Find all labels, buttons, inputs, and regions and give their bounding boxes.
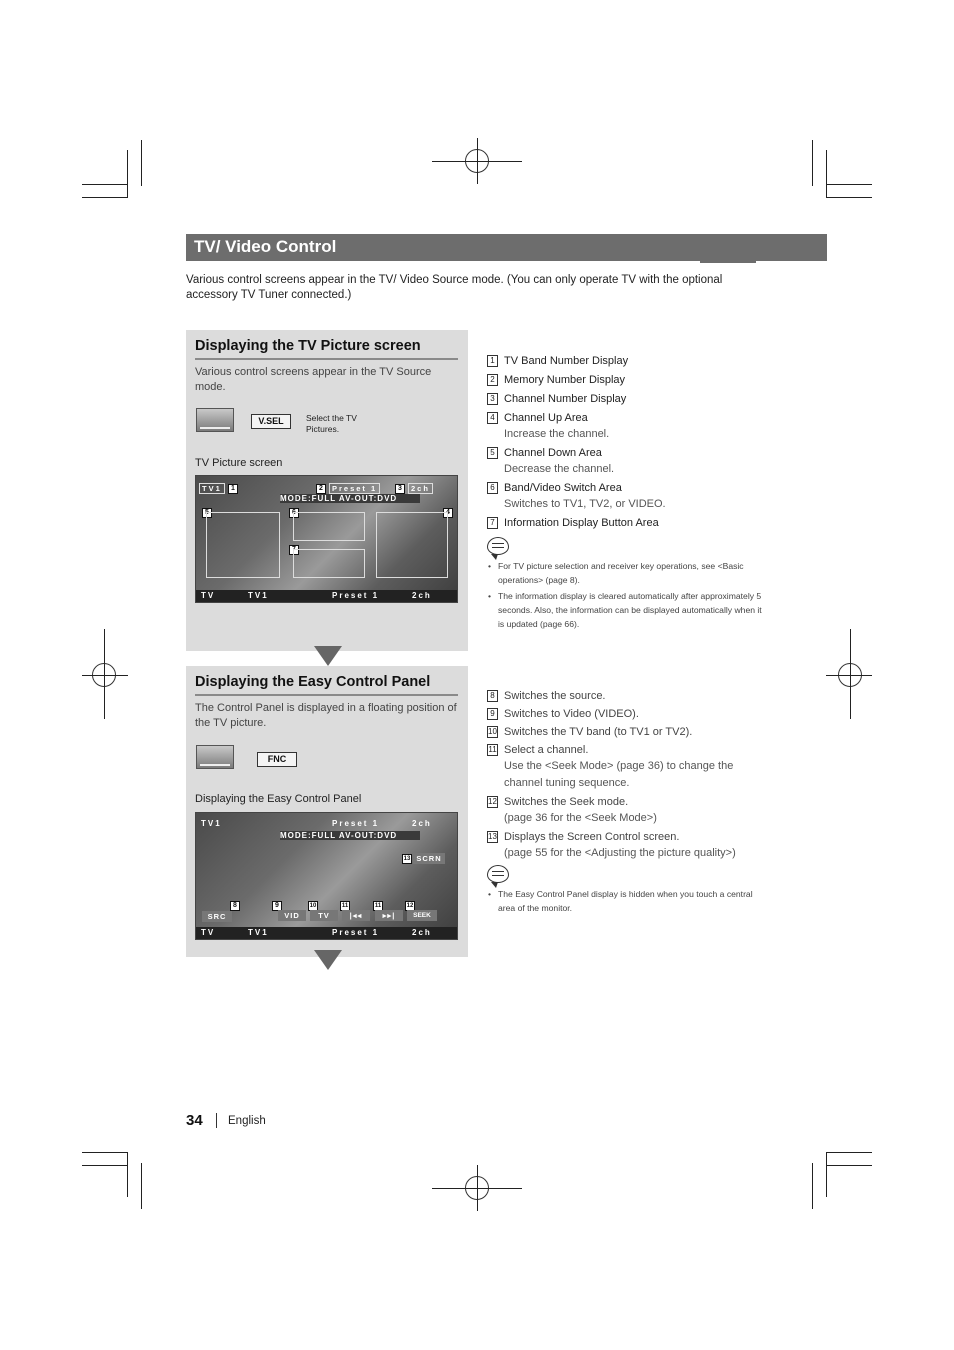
- crop-mark: [477, 1165, 478, 1211]
- item-subtext: Switches to TV1, TV2, or VIDEO.: [504, 498, 666, 510]
- callout-5: 5: [202, 508, 212, 518]
- panel-title: Displaying the Easy Control Panel: [195, 674, 431, 690]
- crop-mark: [141, 140, 142, 186]
- crop-mark: [826, 1152, 872, 1153]
- list-item: [487, 688, 787, 705]
- tv-picture-screen: [195, 475, 458, 603]
- flow-arrow: [314, 646, 342, 666]
- callout-8: 8: [230, 901, 240, 911]
- screen-caption: TV Picture screen: [195, 457, 283, 469]
- panel-description: Various control screens appear in the TV Source mode.: [195, 366, 432, 393]
- list-item: [487, 742, 787, 759]
- crop-mark: [826, 150, 827, 197]
- item-number: 13: [488, 832, 497, 841]
- bottom-band: TV1: [248, 591, 269, 600]
- mode-display: MODE:FULL AV-OUT:DVD: [280, 831, 420, 840]
- crop-mark: [826, 1152, 827, 1197]
- bottom-band: TV1: [248, 928, 269, 937]
- item-subtext: Decrease the channel.: [504, 463, 615, 475]
- item-number: 2: [487, 374, 498, 386]
- panel-description: The Control Panel is displayed in a floating position of the TV picture.: [195, 702, 457, 729]
- item-number: 6: [487, 482, 498, 494]
- callout-12: 12: [406, 903, 414, 909]
- item-subtext: (page 55 for the <Adjusting the picture quality>): [504, 847, 736, 859]
- list-item: [487, 515, 787, 532]
- callout-6: 6: [289, 508, 299, 518]
- button-note: Select the TV Pictures.: [306, 413, 357, 434]
- preset-display: Preset 1: [329, 483, 380, 494]
- crop-mark: [82, 184, 128, 185]
- scrn-button[interactable]: SCRN: [413, 853, 445, 864]
- callout-10: 10: [309, 903, 317, 909]
- source-button-image: [196, 745, 234, 769]
- list-item: [487, 480, 787, 497]
- vid-button[interactable]: VID: [278, 910, 306, 921]
- callout-7: 7: [289, 545, 299, 555]
- header-tab: [700, 261, 756, 263]
- seek-button[interactable]: SEEK: [407, 910, 437, 921]
- page-title: TV/ Video Control: [194, 237, 337, 256]
- item-number: 4: [487, 412, 498, 424]
- intro-text: Various control screens appear in the TV/ Video Source mode. (You can only operate TV with the optional accessory TV Tuner connected.): [186, 274, 723, 301]
- crop-mark: [127, 150, 128, 197]
- src-button[interactable]: SRC: [202, 911, 232, 922]
- tv-band-button[interactable]: TV: [310, 910, 338, 921]
- section-header: [186, 234, 827, 261]
- panel-rule: [195, 358, 458, 360]
- item-text: Band/Video Switch Area: [504, 482, 622, 494]
- list-item: [487, 353, 787, 370]
- source-button-image: [196, 408, 234, 432]
- prev-channel-button[interactable]: |◂◂: [342, 910, 370, 921]
- item-text: Switches to Video (VIDEO).: [504, 708, 639, 720]
- item-text: Information Display Button Area: [504, 517, 659, 529]
- page-number: 34: [186, 1112, 203, 1129]
- top-channel: 2ch: [412, 819, 432, 828]
- item-number: 9: [487, 708, 498, 720]
- crop-mark: [477, 138, 478, 184]
- crop-mark: [812, 140, 813, 186]
- note-item: • The information display is cleared automatically after approximately 5 seconds. Also, the information can be displayed automatically when it is updated (page 66).: [487, 589, 762, 631]
- list-item: [487, 794, 787, 811]
- channel-up-area[interactable]: [376, 512, 448, 578]
- callout-list-1: [487, 353, 787, 532]
- crop-mark: [82, 1165, 128, 1166]
- notes-list-2: [487, 887, 762, 917]
- easy-control-screen: [195, 812, 458, 940]
- crop-mark: [82, 1152, 128, 1153]
- channel-display: 2ch: [408, 483, 433, 494]
- note-icon: [487, 865, 509, 883]
- callout-13: 13: [403, 856, 411, 862]
- callout-list-2: [487, 688, 787, 863]
- crop-mark: [826, 675, 872, 676]
- item-subtext: channel tuning sequence.: [504, 777, 630, 789]
- item-text: Channel Number Display: [504, 393, 627, 405]
- list-item: [487, 445, 787, 462]
- channel-down-area[interactable]: [206, 512, 280, 578]
- fnc-button[interactable]: FNC: [257, 752, 297, 767]
- crop-mark: [104, 629, 105, 719]
- bottom-preset: Preset 1: [332, 591, 380, 600]
- item-text: Switches the TV band (to TV1 or TV2).: [504, 726, 693, 738]
- callout-11: 11: [374, 903, 382, 909]
- item-number: 10: [488, 727, 497, 736]
- item-number: 11: [488, 745, 497, 754]
- info-display-area[interactable]: [293, 549, 365, 578]
- item-number: 8: [487, 690, 498, 702]
- item-text: Memory Number Display: [504, 374, 626, 386]
- panel-tv-picture: [186, 330, 468, 651]
- crop-mark: [850, 629, 851, 719]
- crop-mark: [826, 197, 872, 198]
- list-item: [487, 372, 787, 389]
- top-band: TV1: [201, 819, 222, 828]
- screen-caption: Displaying the Easy Control Panel: [195, 793, 362, 805]
- item-number: 7: [487, 517, 498, 529]
- item-number: 1: [487, 355, 498, 367]
- crop-mark: [812, 1163, 813, 1209]
- next-channel-button[interactable]: ▸▸|: [375, 910, 403, 921]
- note-icon: [487, 537, 509, 555]
- bottom-channel: 2ch: [412, 928, 432, 937]
- item-text: Switches the source.: [504, 690, 606, 702]
- page-separator: [216, 1113, 217, 1128]
- panel-easy-control: [186, 666, 468, 957]
- callout-11: 11: [341, 903, 349, 909]
- list-item: [487, 724, 787, 741]
- item-text: Switches the Seek mode.: [504, 796, 629, 808]
- item-text: Select a channel.: [504, 744, 589, 756]
- crop-mark: [826, 184, 872, 185]
- crop-mark: [82, 675, 128, 676]
- top-preset: Preset 1: [332, 819, 380, 828]
- item-text: Channel Up Area: [504, 412, 588, 424]
- list-item: [487, 829, 787, 846]
- callout-2: 2: [316, 484, 326, 494]
- crop-mark: [127, 1152, 128, 1197]
- bottom-preset: Preset 1: [332, 928, 380, 937]
- note-item: • For TV picture selection and receiver key operations, see <Basic operations> (page 8).: [487, 559, 762, 587]
- callout-3: 3: [395, 484, 405, 494]
- item-number: 3: [487, 393, 498, 405]
- page-language: English: [228, 1115, 266, 1127]
- list-item: [487, 410, 787, 427]
- item-text: TV Band Number Display: [504, 355, 629, 367]
- panel-title: Displaying the TV Picture screen: [195, 338, 421, 354]
- notes-list-1: [487, 559, 762, 633]
- crop-mark: [826, 1165, 872, 1166]
- item-number: 12: [488, 797, 497, 806]
- item-subtext: Increase the channel.: [504, 428, 610, 440]
- callout-4: 4: [443, 508, 453, 518]
- vsel-button[interactable]: V.SEL: [251, 414, 291, 429]
- item-number: 5: [487, 447, 498, 459]
- band-display: TV1: [199, 483, 225, 494]
- band-video-switch-area[interactable]: [293, 512, 365, 541]
- item-text: Displays the Screen Control screen.: [504, 831, 680, 843]
- note-item: • The Easy Control Panel display is hidden when you touch a central area of the monitor.: [487, 887, 762, 915]
- callout-1: 1: [228, 484, 238, 494]
- callout-9: 9: [272, 901, 282, 911]
- item-subtext: (page 36 for the <Seek Mode>): [504, 812, 657, 824]
- item-text: Channel Down Area: [504, 447, 602, 459]
- crop-mark: [82, 197, 128, 198]
- bottom-source: TV: [201, 591, 216, 600]
- list-item: [487, 391, 787, 408]
- list-item: [487, 706, 787, 723]
- flow-arrow: [314, 950, 342, 970]
- bottom-channel: 2ch: [412, 591, 432, 600]
- item-subtext: Use the <Seek Mode> (page 36) to change the: [504, 760, 734, 772]
- bottom-source: TV: [201, 928, 216, 937]
- panel-rule: [195, 694, 458, 696]
- mode-display: MODE:FULL AV-OUT:DVD: [280, 494, 420, 503]
- crop-mark: [141, 1163, 142, 1209]
